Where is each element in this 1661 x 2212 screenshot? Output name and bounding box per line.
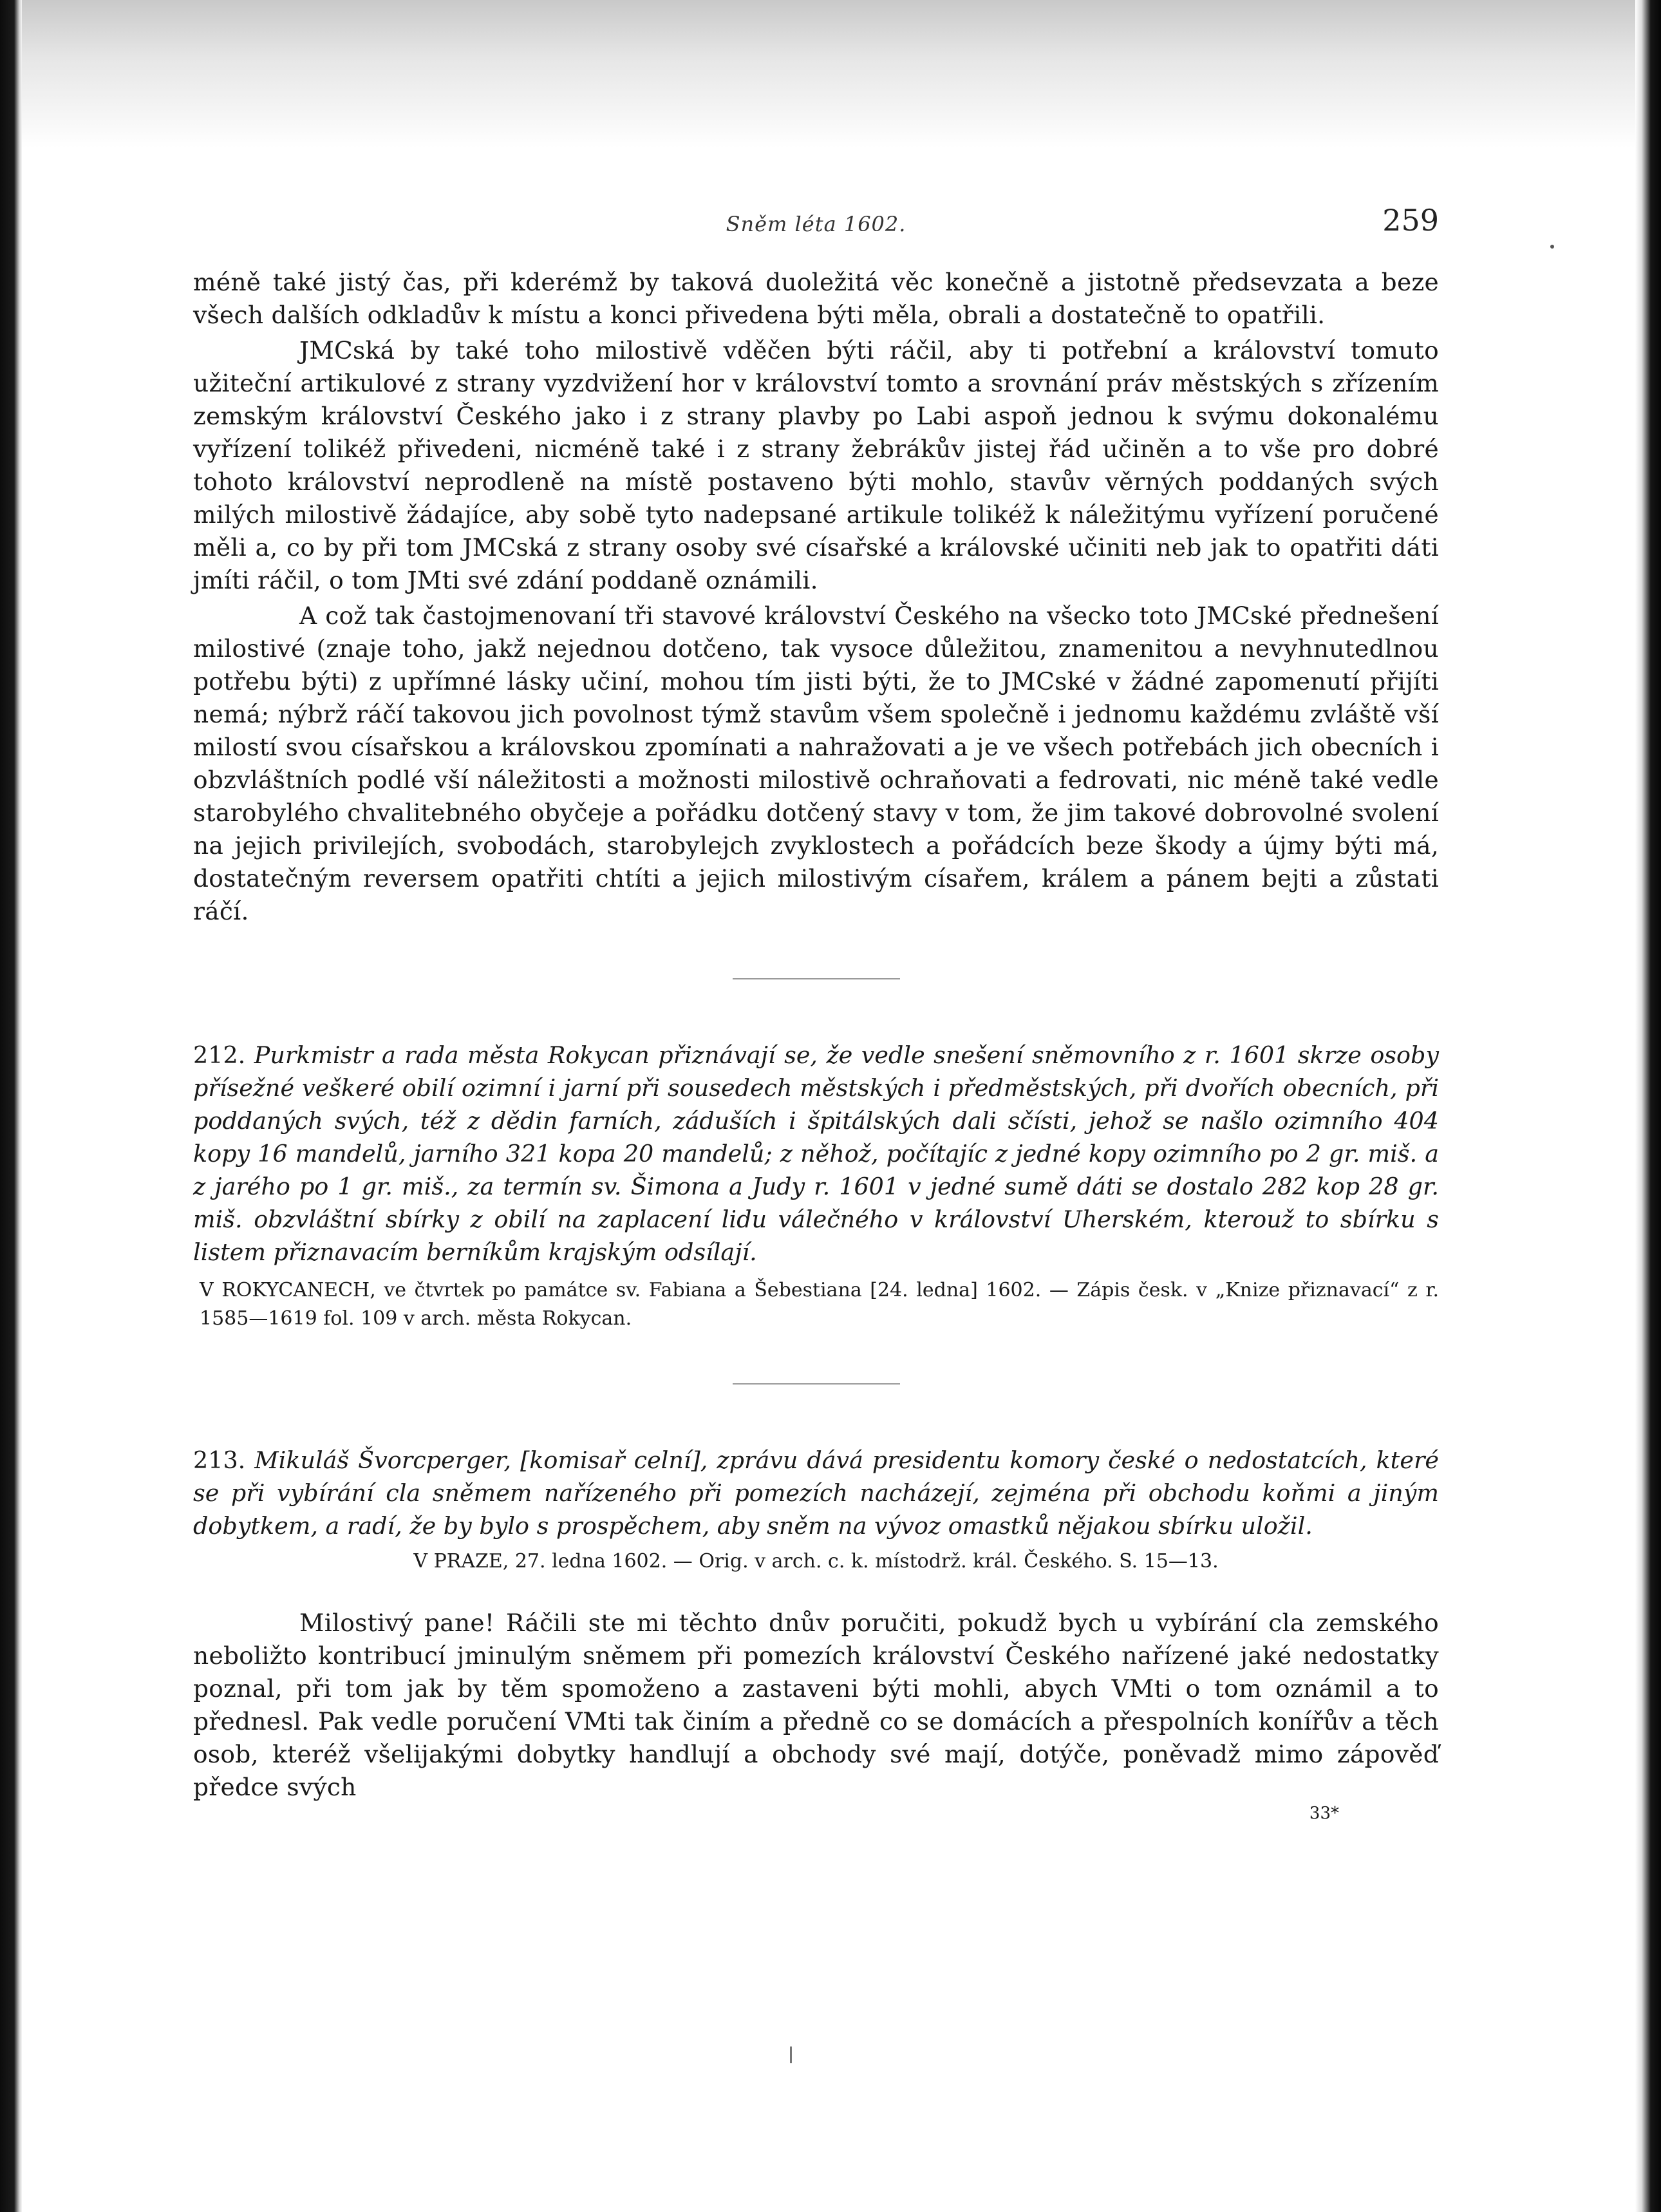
entry-213-summary-text: Mikuláš Švorcperger, [komisař celní], zprávu dává presidentu komory české o nedostatcích, které se při vybírání cla sněmem nařízeného při pomezích nacházejí, zejména při obchodu koňmi a jiným dobytkem, a radí, že by bylo s prospěchem, aby sněm na vývoz omastků nějakou sbírku uložil. — [193, 1446, 1439, 1540]
section-divider — [733, 978, 900, 979]
scan-shadow-top — [22, 0, 1635, 148]
running-head — [193, 203, 1439, 248]
entry-213-summary — [193, 1444, 1439, 1542]
entry-213-letter: Milostivý pane! Ráčili ste mi těchto dnův poručiti, pokudž bych u vybírání cla zemského neboližto kontribucí jminulým sněmem při pomezích království Českého nařízené jaké nedostatky poznal, při tom jak by těm spomoženo a zastaveni býti mohli, abych VMti o tom oznámil a to přednesl. Pak vedle poručení VMti tak činím a předně co se domácích a přespolních konířův a těch osob, kteréž všelijakými dobytky handlují a obchody své mají, dotýče, poněvadž mimo zápověď předce svých — [193, 1609, 1439, 1801]
paragraph-a-coz: A což tak častojmenovaní tři stavové království Českého na všecko toto JMCské přednešení milostivé (znaje toho, jakž nejednou dotčeno, tak vysoce důležitou, znamenitou a nevyhnutedlnou potřebu býti) z upřímné lásky učiní, mohou tím jisti býti, že to JMCské v žádné zapomenutí přijíti nemá; nýbrž ráčí takovou jich povolnost týmž stavům všem společně i jednomu každému zvláště vší milostí svou císařskou a královskou zpomínati a nahražovati a je ve všech potřebách jich obecních i obzvláštních podlé vší náležitosti a možnosti milostivě ochraňovati a fedrovati, nic méně také vedle starobylého chvalitebného obyčeje a pořádku dotčený stavy v tom, že jim takové dobrovolné svolení na jejich privilejích, svobodách, starobylejch zvyklostech a pořádcích beze škody a újmy býti má, dostatečným reversem opatřiti chtíti a jejich milostivým císařem, králem a pánem bejti a zůstati ráčí. — [193, 601, 1439, 925]
page-number: 259 — [1382, 203, 1439, 238]
running-title: Sněm léta 1602. — [726, 212, 906, 236]
section-divider — [733, 1383, 900, 1385]
page — [193, 203, 1439, 1823]
scan-speck — [1550, 245, 1554, 249]
scan-edge-left — [0, 0, 22, 2212]
entry-213-number: 213. — [193, 1446, 246, 1474]
signature-mark: 33* — [1309, 1804, 1339, 1823]
entry-212-number: 212. — [193, 1041, 246, 1069]
scan-speck — [790, 2047, 792, 2063]
entry-213-source: V PRAZE, 27. ledna 1602. — Orig. v arch. c. k. místodrž. král. Českého. S. 15—13. — [413, 1550, 1219, 1573]
paragraph-continuation: méně také jistý čas, při kderémž by taková duoležitá věc konečně a jistotně předsevzata a beze všech dalších odkladův k místu a konci přivedena býti měla, obrali a dostatečně to opatřili. — [193, 268, 1439, 329]
scan-edge-right — [1635, 0, 1661, 2212]
entry-212-summary-text: Purkmistr a rada města Rokycan přiznávají se, že vedle snešení sněmovního z r. 1601 skrze osoby přísežné veškeré obilí ozimní i jarní při sousedech městských i předměstských, při dvořích obecních, při poddaných svých, též z dědin farních, záduších i špitálských dali sčísti, jehož se našlo ozimního 404 kopy 16 mandelů, jarního 321 kopa 20 mandelů; z něhož, počítajíc z jedné kopy ozimního po 2 gr. miš. a z jarého po 1 gr. miš., za termín sv. Šimona a Judy r. 1601 v jedné sumě dáti se dostalo 282 kop 28 gr. miš. obzvláštní sbírky z obilí na zaplacení lidu válečného v království Uherském, kterouž to sbírku s listem přiznavacím berníkům krajským odsílají. — [193, 1041, 1439, 1266]
paragraph-jmcska: JMCská by také toho milostivě vděčen býti ráčil, aby ti potřební a království tomuto užiteční artikulové z strany vyzdvižení hor v království tomto a srovnání práv městských s zřízením zemským království Českého jako i z strany plavby po Labi aspoň jednou k svýmu dokonalému vyřízení tolikéž přivedeni, nicméně také i z strany žebrákův jistej řád učiněn a to vše pro dobré tohoto království neprodleně na místě postaveno býti mohlo, stavův věrných poddaných svých milých milostivě žádajíce, aby sobě tyto nadepsané artikule tolikéž k náležitýmu vyřízení poručené měli a, co by při tom JMCská z strany osoby své císařské a královské učiniti neb jak to opatřiti dáti jmíti ráčil, o tom JMti své zdání poddaně oznámili. — [193, 336, 1439, 594]
entry-212-summary — [193, 1039, 1439, 1269]
entry-212-source: V ROKYCANECH, ve čtvrtek po památce sv. Fabiana a Šebestiana [24. ledna] 1602. — Zápis česk. v „Knize přiznavací“ z r. 1585—1619 fol. 109 v arch. města Rokycan. — [200, 1279, 1439, 1330]
